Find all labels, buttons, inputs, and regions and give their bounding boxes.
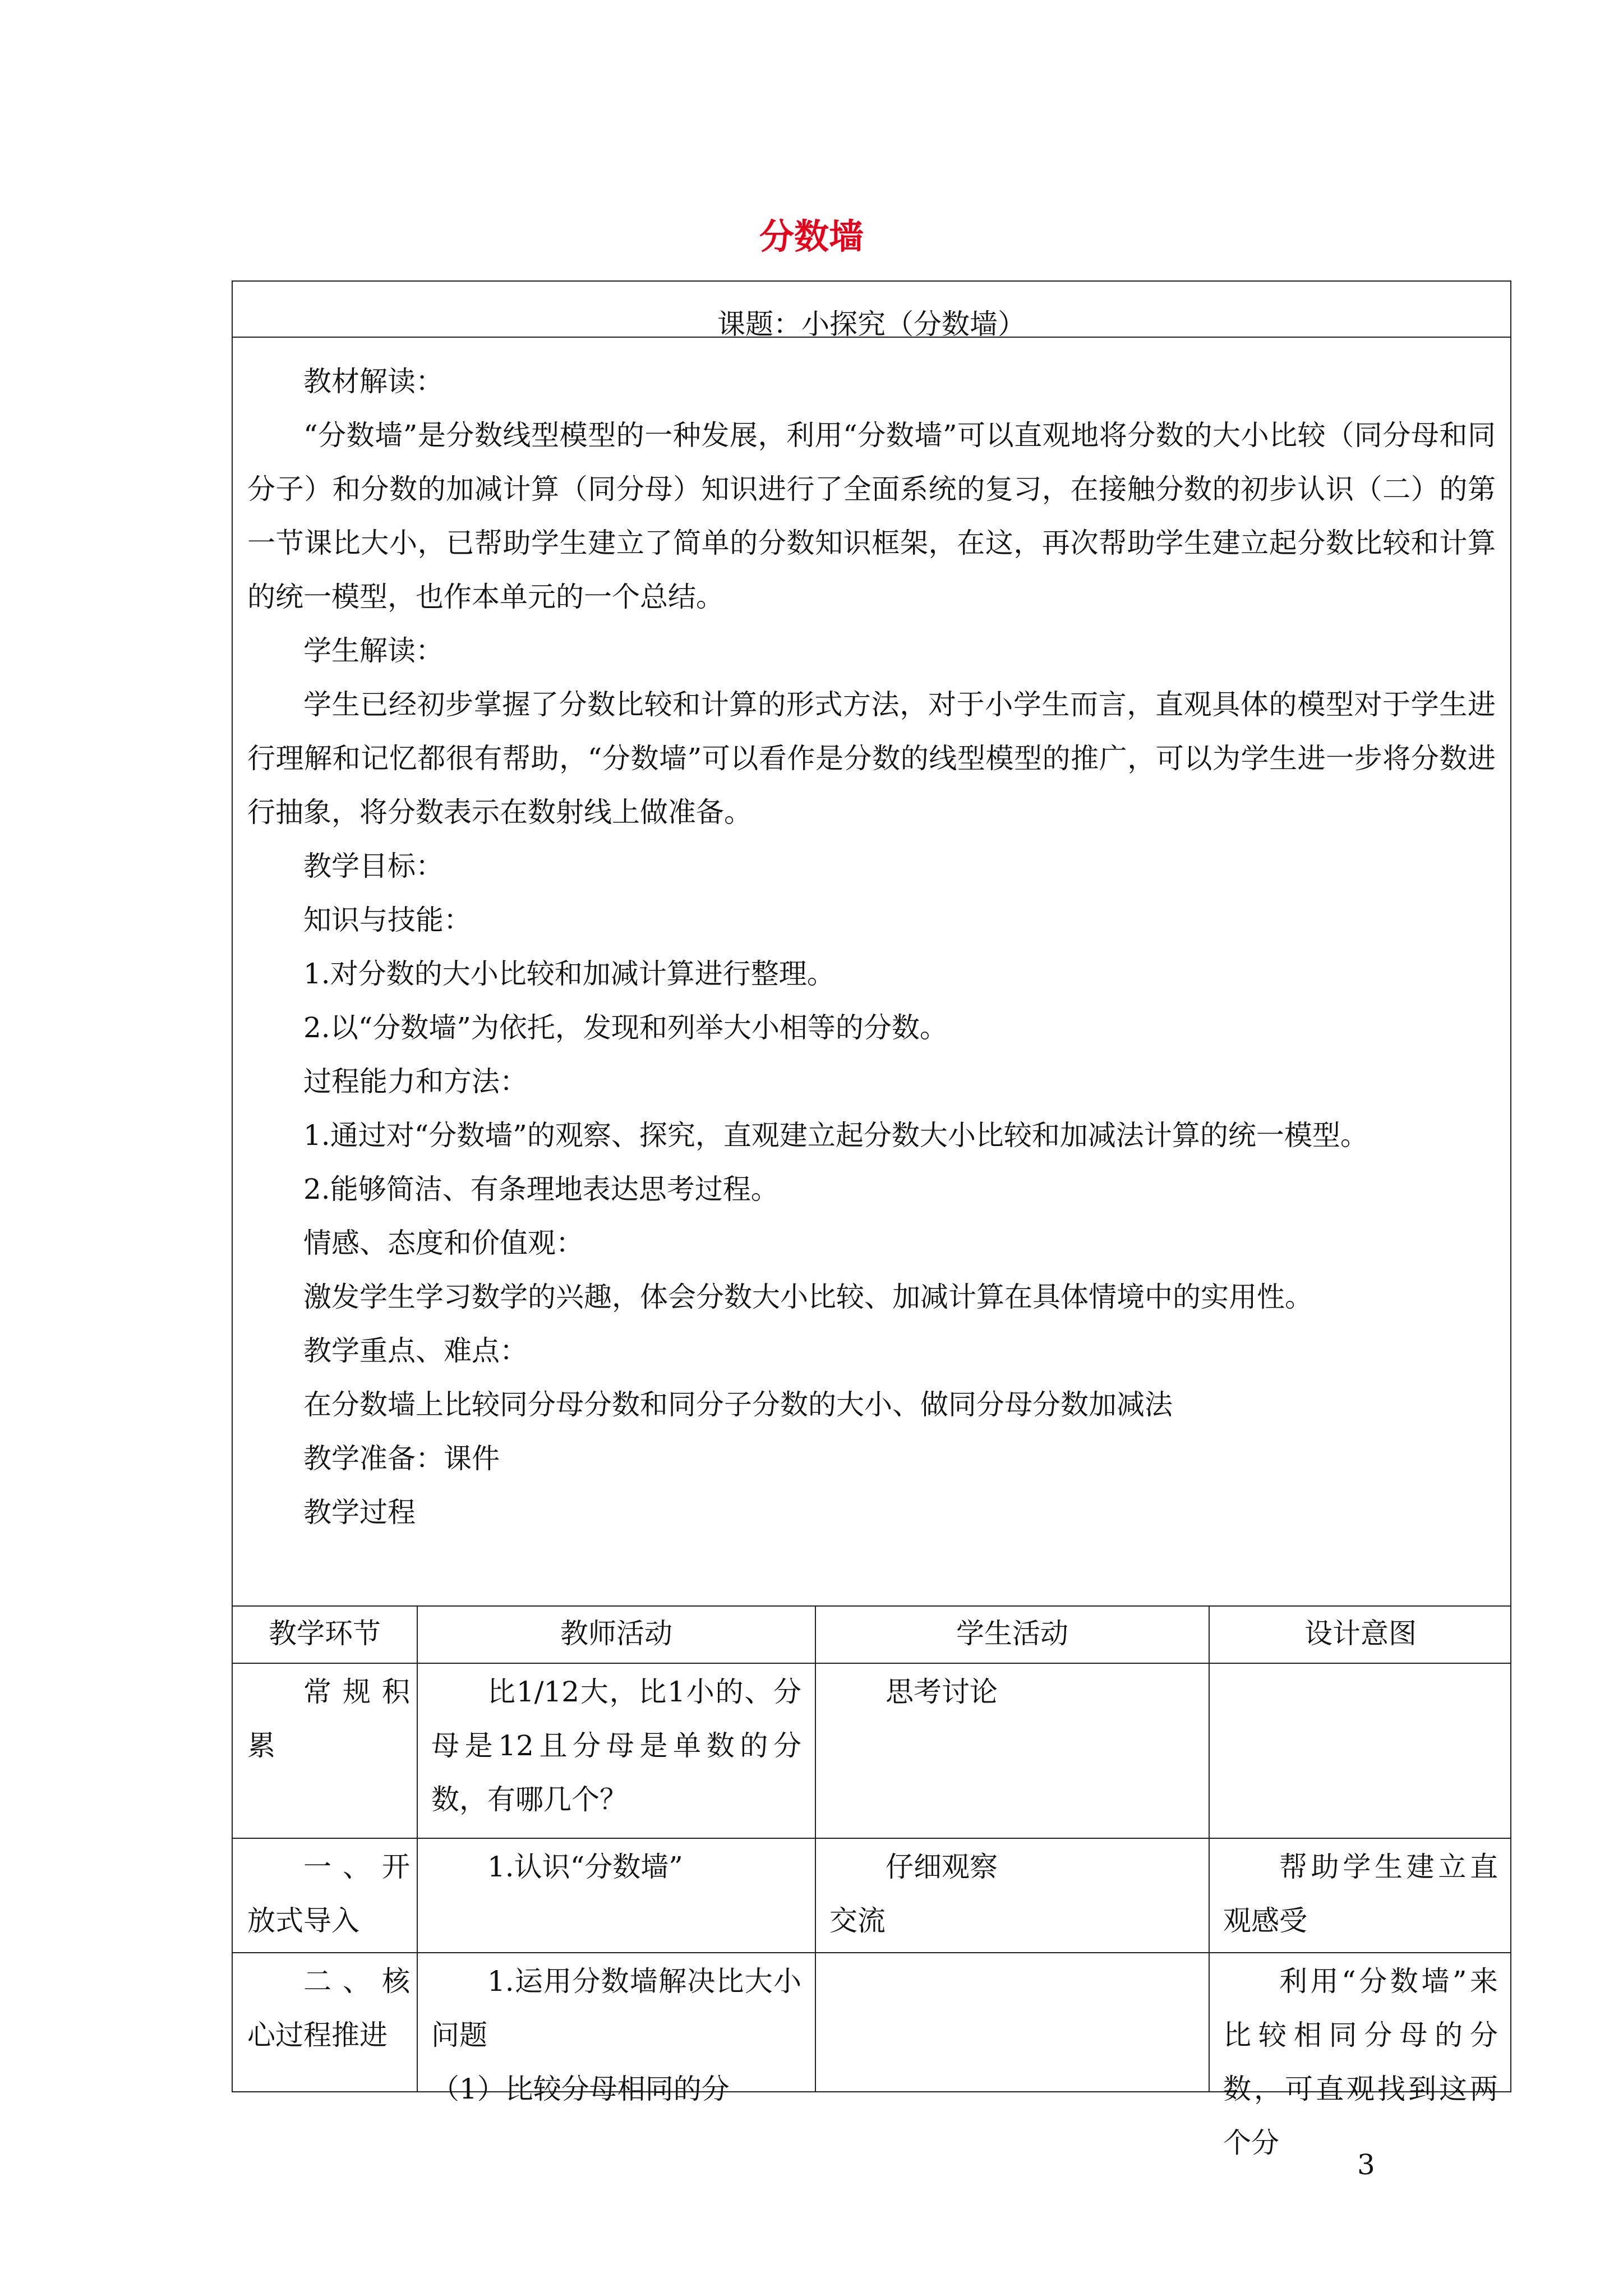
intro-paragraph: 学生已经初步掌握了分数比较和计算的形式方法，对于小学生而言，直观具体的模型对于学生进行理解和记忆都很有帮助，“分数墙”可以看作是分数的线型模型的推广，可以为学生进一步将分数进行抽象，将分数表示在数射线上做准备。 — [247, 688, 1496, 829]
divider — [233, 1952, 1510, 1953]
lesson-table — [232, 280, 1511, 2159]
intro-paragraph: “分数墙”是分数线型模型的一种发展，利用“分数墙”可以直观地将分数的大小比较（同分母和同分子）和分数的加减计算（同分母）知识进行了全面系统的复习，在接触分数的初步认识（二）的第一节课比大小，已帮助学生建立了简单的分数知识框架，在这，再次帮助学生建立起分数比较和计算的统一模型，也作本单元的一个总结。 — [247, 419, 1496, 613]
intro-line: 2.以“分数墙”为依托，发现和列举大小相等的分数。 — [303, 1011, 948, 1044]
page-number: 3 — [1357, 2148, 1375, 2181]
divider — [233, 1663, 1510, 1664]
document-title: 分数墙 — [759, 216, 864, 257]
intro-line: 教材解读： — [303, 365, 444, 398]
row-design-intent: 利用“分数墙”来比较相同分母的分数，可直观找到这两个分 — [1223, 1965, 1498, 2159]
column-divider — [417, 1605, 418, 2092]
intro-line: 教学目标： — [303, 850, 444, 882]
row-stage: 二、核心过程推进 — [247, 1965, 410, 2051]
row-stage: 一、开放式导入 — [247, 1851, 410, 1937]
header-stage: 教学环节 — [269, 1617, 381, 1650]
row-stage: 常规积累 — [247, 1676, 410, 1762]
intro-line: 教学准备：课件 — [303, 1442, 500, 1475]
column-divider — [1209, 1605, 1210, 2092]
intro-line: 过程能力和方法： — [303, 1065, 528, 1098]
header-teacher-activity: 教师活动 — [560, 1617, 672, 1650]
subject-heading: 课题：小探究（分数墙） — [717, 308, 1026, 341]
column-divider — [815, 1605, 816, 2092]
divider — [233, 1838, 1510, 1839]
intro-line: 在分数墙上比较同分母分数和同分子分数的大小、做同分母分数加减法 — [303, 1388, 1173, 1421]
intro-line: 情感、态度和价值观： — [303, 1227, 584, 1259]
intro-line: 1.通过对“分数墙”的观察、探究，直观建立起分数大小比较和加减法计算的统一模型。 — [303, 1119, 1368, 1152]
row-teacher-activity: 1.运用分数墙解决比大小问题 （1）比较分母相同的分 — [431, 1965, 801, 2105]
header-student-activity: 学生活动 — [956, 1617, 1068, 1650]
row-teacher-activity: 1.认识“分数墙” — [487, 1851, 683, 1883]
intro-line: 激发学生学习数学的兴趣，体会分数大小比较、加减计算在具体情境中的实用性。 — [303, 1281, 1313, 1313]
row-student-activity: 思考讨论 — [886, 1676, 998, 1708]
row-teacher-activity: 比1/12大，比1小的、分母是12且分母是单数的分数，有哪几个？ — [431, 1676, 801, 1816]
intro-section — [247, 355, 1496, 1539]
intro-line: 知识与技能： — [303, 904, 472, 936]
intro-line: 学生解读： — [303, 634, 444, 667]
divider — [233, 337, 1510, 338]
row-student-activity: 仔细观察 交流 — [829, 1851, 998, 1937]
header-design-intent: 设计意图 — [1304, 1617, 1417, 1650]
intro-line: 教学重点、难点： — [303, 1335, 528, 1367]
intro-line: 教学过程 — [303, 1496, 416, 1529]
intro-line: 2.能够简洁、有条理地表达思考过程。 — [303, 1173, 779, 1205]
intro-line: 1.对分数的大小比较和加减计算进行整理。 — [303, 958, 835, 990]
row-design-intent: 帮助学生建立直观感受 — [1223, 1851, 1498, 1937]
